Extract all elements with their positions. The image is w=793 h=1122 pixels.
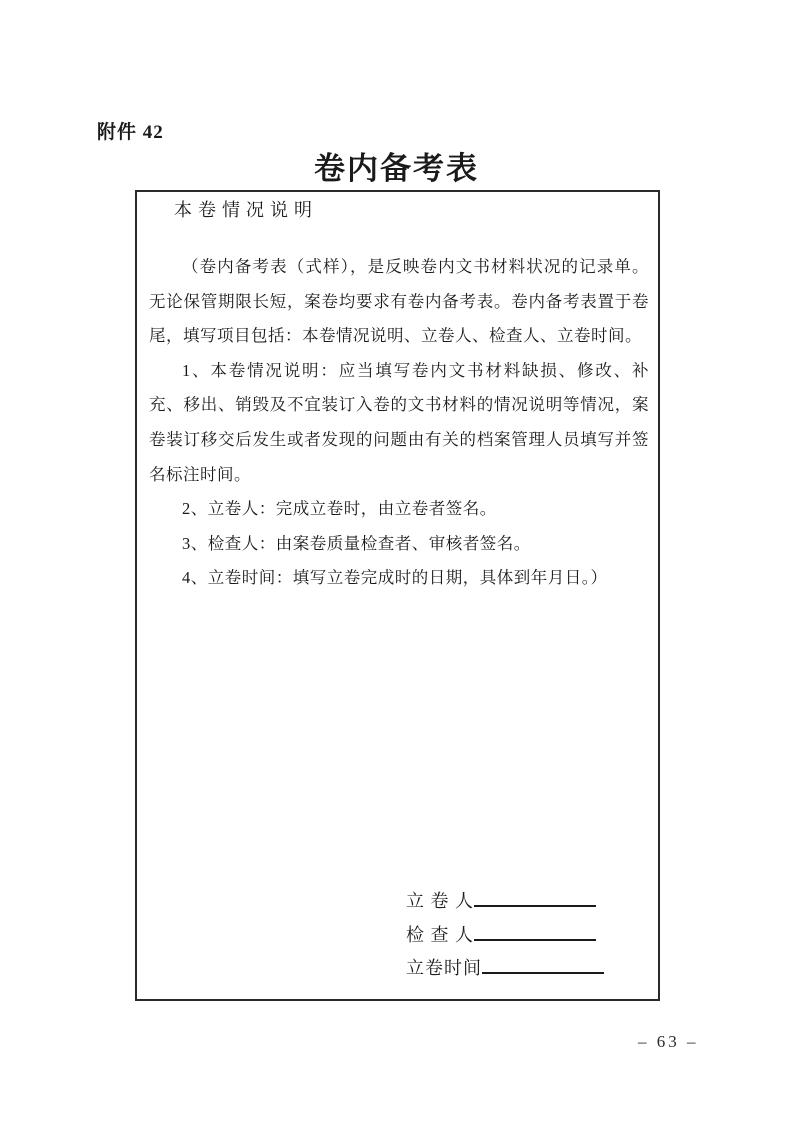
note-paragraph-item-3: 3、检查人：由案卷质量检查者、审核者签名。 [182,533,531,553]
signature-row-filer [406,885,604,919]
signature-row-filing-date [406,952,604,986]
note-paragraph-intro: （卷内备考表（式样），是反映卷内文书材料状况的记录单。无论保管期限长短，案卷均要求有卷内备考表。卷内备考表置于卷尾，填写项目包括：本卷情况说明、立卷人、检查人、立卷时间。 [149,257,649,346]
filer-signature-line [474,886,596,907]
filing-date-label: 立卷时间 [406,958,482,978]
attachment-label: 附件 42 [97,122,164,143]
page-number: – 63 – [638,1032,699,1051]
page-title: 卷内备考表 [314,151,479,186]
filing-date-line [482,953,604,974]
form-box [135,190,660,1001]
checker-label: 检 查 人 [406,924,474,945]
signature-row-checker [406,919,604,953]
checker-signature-line [474,920,596,941]
form-notes [149,250,649,596]
signature-block [406,885,604,986]
filer-label: 立 卷 人 [406,891,474,911]
note-paragraph-item-1: 1、本卷情况说明：应当填写卷内文书材料缺损、修改、补充、移出、销毁及不宜装订入卷的文书材料的情况说明等情况，案卷装订移交后发生或者发现的问题由有关的档案管理人员填写并签名标注时间。 [149,360,649,484]
note-paragraph-item-4: 4、立卷时间：填写立卷完成时的日期，具体到年月日。） [182,568,608,588]
note-paragraph-item-2: 2、立卷人：完成立卷时，由立卷者签名。 [182,499,497,519]
section-header: 本卷情况说明 [174,200,318,220]
